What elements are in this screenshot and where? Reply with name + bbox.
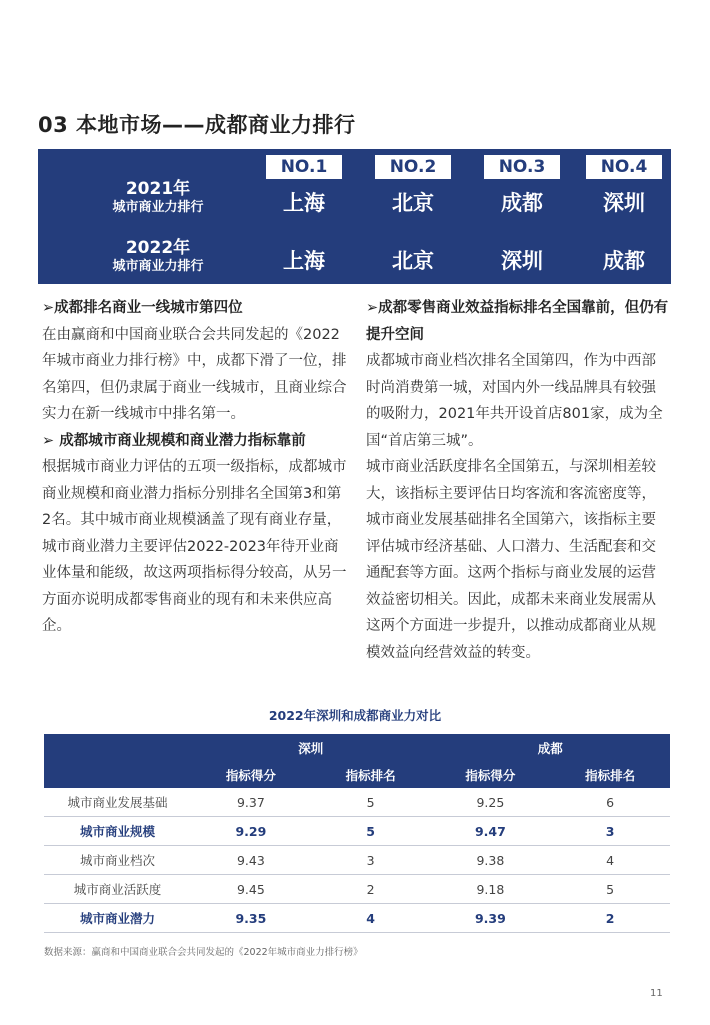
- table-row: [44, 846, 670, 875]
- left-column: [42, 295, 348, 640]
- group-header-chengdu: 成都: [431, 734, 671, 761]
- table-row: [44, 817, 670, 846]
- left-paragraph-2: 根据城市商业力评估的五项一级指标，成都城市商业规模和商业潜力指标分别排名全国第3和第2名。其中城市商业规模涵盖了现有商业存量，城市商业潜力主要评估2022-2023年待开业商业体量和能级，故这两项指标得分较高，从另一方面亦说明成都零售商业的现有和未来供应高企。: [42, 459, 347, 634]
- shenzhen-rank: 3: [311, 846, 431, 875]
- shenzhen-rank: 5: [311, 817, 431, 846]
- row-label: 城市商业潜力: [44, 904, 191, 933]
- rank-label-1: NO.1: [266, 155, 342, 179]
- row-subtitle: 城市商业力排行: [112, 200, 204, 215]
- chengdu-score: 9.18: [431, 875, 551, 904]
- row-label: 城市商业发展基础: [44, 788, 191, 817]
- right-paragraph-1: 成都城市商业档次排名全国第四，作为中西部时尚消费第一城，对国内外一线品牌具有较强的吸附力，2021年共开设首店801家，成为全国“首店第三城”。: [366, 353, 663, 449]
- chengdu-rank: 3: [550, 817, 670, 846]
- city-2021-3: 成都: [501, 191, 543, 215]
- row-label-2021: [88, 179, 228, 217]
- city-2022-2: 北京: [392, 249, 434, 273]
- group-header-shenzhen: 深圳: [191, 734, 431, 761]
- table-row: [44, 875, 670, 904]
- chengdu-score: 9.47: [431, 817, 551, 846]
- city-2021-1: 上海: [283, 191, 325, 215]
- left-paragraph-1: 在由赢商和中国商业联合会共同发起的《2022年城市商业力排行榜》中，成都下滑了一位，排名第四，但仍隶属于商业一线城市，且商业综合实力在新一线城市中排名第一。: [42, 326, 347, 422]
- row-label: 城市商业活跃度: [44, 875, 191, 904]
- city-2021-4: 深圳: [603, 191, 645, 215]
- shenzhen-score: 9.35: [191, 904, 311, 933]
- chengdu-score: 9.38: [431, 846, 551, 875]
- row-label-2022: [88, 238, 228, 276]
- page-number: 11: [650, 988, 663, 999]
- section-title: 03 本地市场——成都商业力排行: [38, 113, 356, 137]
- shenzhen-score: 9.45: [191, 875, 311, 904]
- data-source: 数据来源：赢商和中国商业联合会共同发起的《2022年城市商业力排行榜》: [44, 947, 363, 958]
- chengdu-rank: 5: [550, 875, 670, 904]
- row-year: 2021年: [125, 179, 191, 199]
- right-paragraph-2: 城市商业活跃度排名全国第五，与深圳相差较大，该指标主要评估日均客流和客流密度等，城市商业发展基础排名全国第六，该指标主要评估城市经济基础、人口潜力、生活配套和交通配套等方面。这两个指标与商业发展的运营效益密切相关。因此，成都未来商业发展需从这两个方面进一步提升，以推动成都商业从规模效益向经营效益的转变。: [366, 459, 656, 661]
- shenzhen-rank: 4: [311, 904, 431, 933]
- row-label: 城市商业规模: [44, 817, 191, 846]
- row-subtitle: 城市商业力排行: [112, 259, 204, 274]
- subheader-rank: 指标排名: [550, 761, 670, 788]
- right-heading-1: ➢成都零售商业效益指标排名全国靠前，但仍有提升空间: [366, 300, 669, 343]
- left-heading-1: ➢成都排名商业一线城市第四位: [42, 300, 243, 316]
- city-2022-1: 上海: [283, 249, 325, 273]
- row-label: 城市商业档次: [44, 846, 191, 875]
- city-2022-4: 成都: [603, 249, 645, 273]
- comparison-table: [44, 734, 670, 933]
- table-title: 2022年深圳和成都商业力对比: [268, 708, 442, 723]
- table-corner: [44, 734, 191, 761]
- table-body: [44, 788, 670, 933]
- table-row: [44, 788, 670, 817]
- chengdu-score: 9.39: [431, 904, 551, 933]
- chengdu-rank: 6: [550, 788, 670, 817]
- rank-label-4: NO.4: [586, 155, 662, 179]
- shenzhen-score: 9.29: [191, 817, 311, 846]
- shenzhen-score: 9.43: [191, 846, 311, 875]
- table-corner-sub: [44, 761, 191, 788]
- table-row: [44, 904, 670, 933]
- city-2022-3: 深圳: [501, 249, 543, 273]
- row-year: 2022年: [125, 238, 191, 258]
- chengdu-rank: 2: [550, 904, 670, 933]
- shenzhen-score: 9.37: [191, 788, 311, 817]
- ranking-banner: [38, 149, 671, 284]
- right-column: [366, 295, 669, 666]
- chengdu-score: 9.25: [431, 788, 551, 817]
- rank-label-2: NO.2: [375, 155, 451, 179]
- shenzhen-rank: 2: [311, 875, 431, 904]
- chengdu-rank: 4: [550, 846, 670, 875]
- subheader-rank: 指标排名: [311, 761, 431, 788]
- subheader-score: 指标得分: [431, 761, 551, 788]
- rank-label-3: NO.3: [484, 155, 560, 179]
- left-heading-2: ➢ 成都城市商业规模和商业潜力指标靠前: [42, 432, 306, 449]
- city-2021-2: 北京: [392, 191, 434, 215]
- shenzhen-rank: 5: [311, 788, 431, 817]
- subheader-score: 指标得分: [191, 761, 311, 788]
